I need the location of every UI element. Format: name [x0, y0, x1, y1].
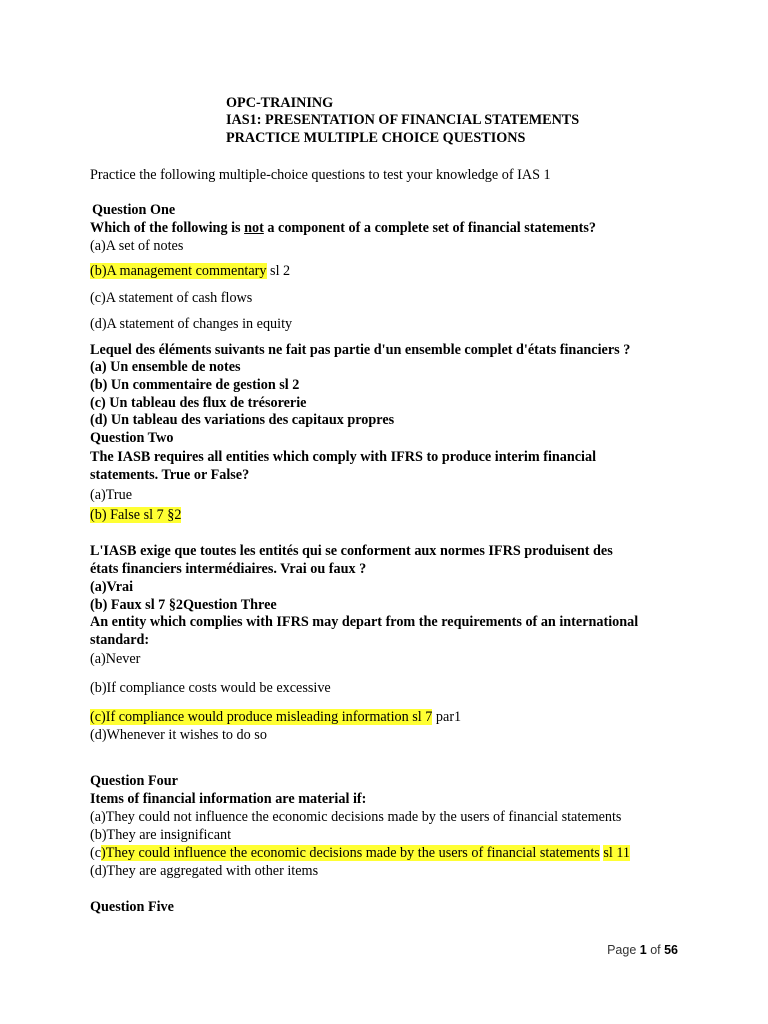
question-title: Question Two	[90, 430, 174, 446]
answer-option: (a)A set of notes	[90, 238, 184, 254]
french-option: (a) Un ensemble de notes	[90, 359, 241, 375]
french-question-text: états financiers intermédiaires. Vrai ou faux ?	[90, 561, 367, 577]
answer-option: (a)True	[90, 487, 133, 503]
question-text: statements. True or False?	[90, 467, 250, 483]
doc-header-line-2: IAS1: PRESENTATION OF FINANCIAL STATEMENTS	[226, 112, 580, 128]
answer-option: (b)If compliance costs would be excessive	[90, 680, 331, 696]
french-question-text: L'IASB exige que toutes les entités qui se conforment aux normes IFRS produisent des	[90, 543, 613, 559]
french-option: (b) Un commentaire de gestion sl 2	[90, 377, 300, 393]
page-number: Page 1 of 56	[607, 943, 678, 957]
question-title: Question One	[92, 202, 176, 218]
french-option: (c) Un tableau des flux de trésorerie	[90, 395, 307, 411]
question-text: Items of financial information are material if:	[90, 791, 367, 807]
answer-option: (c)A statement of cash flows	[90, 290, 253, 306]
answer-option-correct: (b) False sl 7 §2	[90, 507, 182, 523]
french-option: (d) Un tableau des variations des capitaux propres	[90, 412, 395, 428]
answer-option-correct: (c)They could influence the economic decisions made by the users of financial statements sl 11	[90, 845, 631, 861]
answer-option-correct: (b)A management commentary sl 2	[90, 263, 291, 279]
question-text: An entity which complies with IFRS may depart from the requirements of an international	[90, 614, 639, 630]
answer-option: (a)They could not influence the economic decisions made by the users of financial statements	[90, 809, 622, 825]
french-option: (a)Vrai	[90, 579, 134, 595]
question-text: standard:	[90, 632, 150, 648]
answer-option: (d)They are aggregated with other items	[90, 863, 319, 879]
french-question-text: Lequel des éléments suivants ne fait pas partie d'un ensemble complet d'états financiers ?	[90, 342, 631, 358]
answer-option: (a)Never	[90, 651, 141, 667]
answer-option: (d)Whenever it wishes to do so	[90, 727, 267, 743]
question-text: The IASB requires all entities which comply with IFRS to produce interim financial	[90, 449, 597, 465]
question-title: Question Four	[90, 773, 178, 789]
answer-option-correct: (c)If compliance would produce misleading information sl 7 par1	[90, 709, 462, 725]
intro-text: Practice the following multiple-choice questions to test your knowledge of IAS 1	[90, 167, 551, 183]
french-option: (b) Faux sl 7 §2Question Three	[90, 597, 277, 613]
answer-option: (d)A statement of changes in equity	[90, 316, 293, 332]
question-text: Which of the following is not a component of a complete set of financial statements?	[90, 220, 596, 236]
answer-option: (b)They are insignificant	[90, 827, 232, 843]
question-title: Question Five	[90, 899, 174, 915]
doc-header-line-3: PRACTICE MULTIPLE CHOICE QUESTIONS	[226, 130, 526, 146]
doc-header-line-1: OPC-TRAINING	[226, 95, 334, 111]
